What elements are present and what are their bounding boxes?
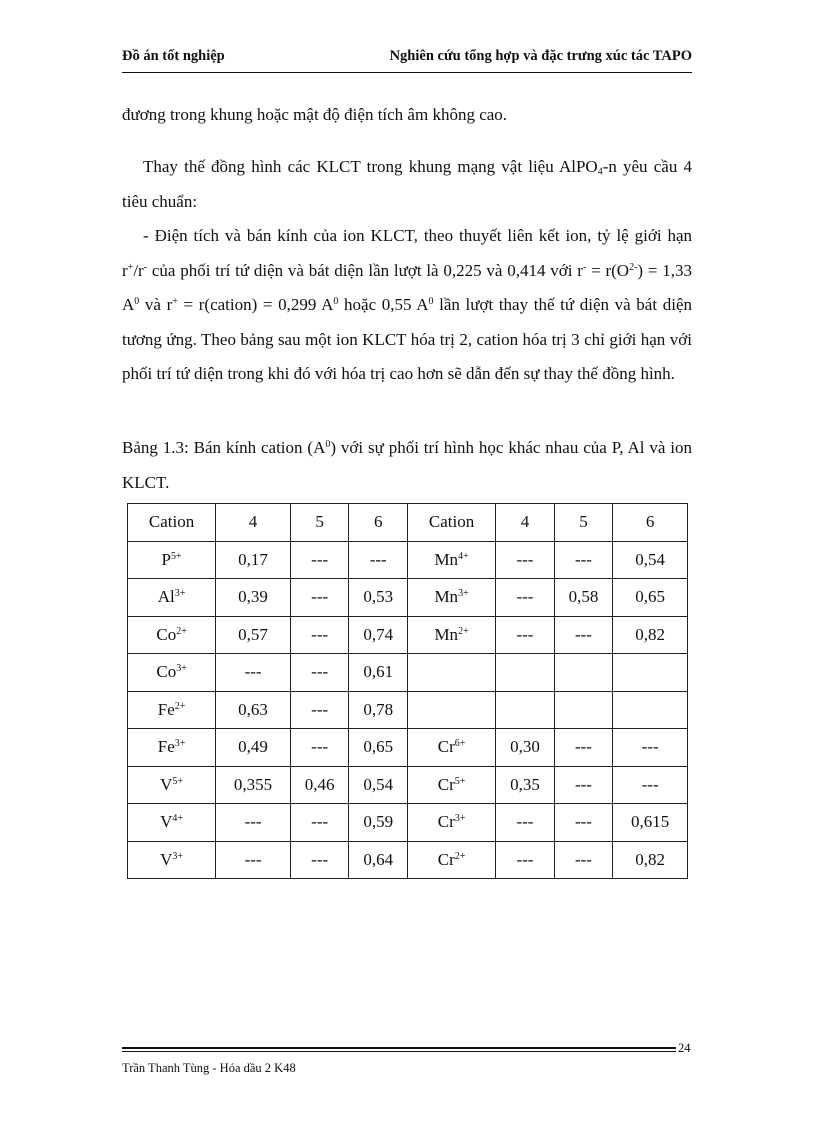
page-number: 24 [678, 1041, 691, 1055]
cation-cell [128, 841, 216, 879]
footer-author: Trần Thanh Tùng - Hóa dầu 2 K48 [122, 1061, 296, 1075]
header-cell: 5 [554, 504, 613, 542]
value-cell: --- [290, 691, 349, 729]
ion-symbol: Mn [434, 587, 459, 607]
text-run: của phối trí tứ diện và bát diện lần lượt là 0,225 và 0,414 với r [147, 260, 583, 280]
superscript: 0 [333, 296, 339, 307]
value-cell [496, 654, 555, 692]
cation-cell [128, 616, 216, 654]
value-cell: --- [554, 541, 613, 579]
ion-charge: 5+ [172, 775, 184, 787]
ion-charge: 2+ [458, 625, 469, 637]
cation-cell [407, 691, 495, 729]
value-cell: --- [613, 729, 688, 767]
cation-cell [128, 654, 216, 692]
value-cell: 0,78 [349, 691, 408, 729]
ion-charge: 4+ [172, 813, 184, 825]
value-cell: 0,39 [216, 579, 291, 617]
value-cell: --- [496, 804, 555, 842]
value-cell: --- [290, 541, 349, 579]
cation-cell [128, 766, 216, 804]
header-left-title: Đồ án tốt nghiệp [122, 48, 225, 64]
value-cell: --- [290, 654, 349, 692]
table-row [128, 804, 688, 842]
header-cell: 4 [216, 504, 291, 542]
value-cell: 0,54 [349, 766, 408, 804]
superscript: - [582, 261, 587, 273]
value-cell: 0,17 [216, 541, 291, 579]
footer-divider-thin [122, 1051, 676, 1052]
cation-cell [407, 541, 495, 579]
ion-symbol: Cr [437, 812, 455, 832]
value-cell [554, 654, 613, 692]
ion-symbol: V [160, 812, 173, 832]
header-cell: 6 [613, 504, 688, 542]
ion-symbol: Mn [434, 624, 459, 644]
value-cell: 0,61 [349, 654, 408, 692]
ion-symbol: Mn [434, 549, 459, 569]
ion-charge: 6+ [454, 738, 466, 750]
value-cell [496, 691, 555, 729]
text-run: - Điện tích và bán kính của ion KLCT, theo thuyết liên kết ion, tỷ lệ giới hạn r [122, 226, 692, 280]
value-cell: --- [349, 541, 408, 579]
cation-cell [128, 804, 216, 842]
value-cell: 0,58 [554, 579, 613, 617]
table-row [128, 579, 688, 617]
cation-cell [128, 579, 216, 617]
value-cell: --- [290, 729, 349, 767]
subscript: 4 [597, 166, 603, 178]
value-cell [613, 691, 688, 729]
paragraph-substitution-criteria [122, 150, 692, 219]
value-cell: --- [554, 729, 613, 767]
table-row [128, 691, 688, 729]
cation-cell [407, 841, 495, 879]
value-cell: --- [554, 616, 613, 654]
paragraph-charge-radius [122, 219, 692, 392]
superscript: 0 [428, 296, 434, 307]
cation-cell [128, 691, 216, 729]
table-row [128, 841, 688, 879]
text-run: lần lượt thay thế tứ diện và bát diện tương ứng. Theo bảng sau một ion KLCT hóa trị 2, cation hóa trị 3 chỉ giới hạn với phối trí tứ diện trong khi đó với hóa trị cao hơn sẽ dẫn đến sự thay thế đồng hình. [122, 295, 692, 383]
footer-divider-thick [122, 1047, 676, 1049]
cation-cell [128, 541, 216, 579]
superscript: 0 [134, 296, 140, 307]
value-cell: --- [496, 541, 555, 579]
superscript: + [172, 296, 178, 307]
paragraph-continuation: đương trong khung hoặc mật độ điện tích âm không cao. [122, 105, 508, 124]
value-cell: 0,49 [216, 729, 291, 767]
ion-charge: 3+ [172, 850, 184, 862]
value-cell: --- [496, 579, 555, 617]
value-cell: --- [290, 579, 349, 617]
value-cell: 0,82 [613, 841, 688, 879]
value-cell: --- [554, 841, 613, 879]
ion-charge: 3+ [176, 663, 187, 675]
value-cell: 0,53 [349, 579, 408, 617]
superscript: 2- [629, 261, 638, 273]
ion-symbol: Fe [157, 699, 175, 719]
superscript: + [127, 261, 134, 273]
cation-cell [407, 729, 495, 767]
text-run: và r [139, 295, 173, 314]
cation-cell [407, 616, 495, 654]
text-run: = r(O [586, 260, 630, 280]
value-cell: 0,57 [216, 616, 291, 654]
ion-charge: 2+ [174, 700, 186, 712]
cation-cell [407, 804, 495, 842]
text-run: ) = 1,33 A [122, 260, 692, 314]
value-cell: --- [613, 766, 688, 804]
cation-radius-table [127, 503, 688, 879]
ion-charge: 2+ [454, 850, 466, 862]
table-row [128, 766, 688, 804]
ion-symbol: Cr [437, 737, 455, 757]
ion-symbol: V [160, 849, 173, 869]
value-cell: --- [496, 616, 555, 654]
header-divider [122, 72, 692, 73]
text-run: hoặc 0,55 A [338, 295, 429, 314]
ion-symbol: P [161, 549, 172, 569]
header-cell: 5 [290, 504, 349, 542]
value-cell: 0,615 [613, 804, 688, 842]
page-header [122, 48, 692, 72]
cation-cell [407, 579, 495, 617]
header-cell: 6 [349, 504, 408, 542]
value-cell [554, 691, 613, 729]
ion-charge: 5+ [171, 550, 182, 562]
value-cell: 0,63 [216, 691, 291, 729]
text-run: ) với sự phối trí hình học khác nhau của P, Al và ion KLCT. [122, 438, 692, 492]
value-cell: 0,355 [216, 766, 291, 804]
value-cell: --- [216, 841, 291, 879]
ion-charge: 3+ [174, 738, 186, 750]
value-cell: 0,65 [613, 579, 688, 617]
value-cell: --- [554, 766, 613, 804]
value-cell: --- [216, 804, 291, 842]
ion-charge: 3+ [458, 588, 469, 600]
value-cell [613, 654, 688, 692]
superscript: - [143, 261, 148, 273]
superscript: 0 [325, 439, 331, 450]
cation-cell [407, 654, 495, 692]
value-cell: 0,74 [349, 616, 408, 654]
cation-cell [128, 729, 216, 767]
ion-charge: 2+ [176, 625, 187, 637]
table-row [128, 729, 688, 767]
text-run: /r [133, 260, 144, 280]
ion-symbol: Co [156, 662, 177, 682]
ion-symbol: Al [157, 587, 175, 607]
value-cell: --- [290, 841, 349, 879]
value-cell: --- [290, 616, 349, 654]
header-cell: Cation [128, 504, 216, 542]
ion-symbol: V [160, 774, 173, 794]
table-row [128, 616, 688, 654]
value-cell: 0,30 [496, 729, 555, 767]
header-cell: Cation [407, 504, 495, 542]
ion-charge: 4+ [458, 550, 469, 562]
value-cell: --- [216, 654, 291, 692]
value-cell: 0,82 [613, 616, 688, 654]
ion-symbol: Cr [437, 849, 455, 869]
ion-symbol: Cr [437, 774, 455, 794]
text-run: = r(cation) = 0,299 A [177, 295, 334, 314]
text-run: Thay thế đồng hình các KLCT trong khung mạng vật liệu AlPO [143, 157, 598, 176]
table-row [128, 541, 688, 579]
ion-symbol: Fe [157, 737, 175, 757]
value-cell: --- [496, 841, 555, 879]
ion-symbol: Co [156, 624, 177, 644]
text-run: -n yêu cầu 4 tiêu chuẩn: [122, 157, 692, 211]
value-cell: 0,64 [349, 841, 408, 879]
cation-cell [407, 766, 495, 804]
ion-charge: 3+ [454, 813, 466, 825]
table-header-row [128, 504, 688, 542]
table-row [128, 654, 688, 692]
value-cell: 0,46 [290, 766, 349, 804]
value-cell: 0,65 [349, 729, 408, 767]
ion-charge: 3+ [174, 588, 186, 600]
value-cell: 0,35 [496, 766, 555, 804]
value-cell: 0,59 [349, 804, 408, 842]
value-cell: --- [554, 804, 613, 842]
header-cell: 4 [496, 504, 555, 542]
table-caption [122, 431, 692, 500]
text-run: Bảng 1.3: Bán kính cation (A [122, 438, 326, 457]
value-cell: --- [290, 804, 349, 842]
header-right-title: Nghiên cứu tổng hợp và đặc trưng xúc tác TAPO [389, 48, 692, 64]
value-cell: 0,54 [613, 541, 688, 579]
ion-charge: 5+ [454, 775, 466, 787]
